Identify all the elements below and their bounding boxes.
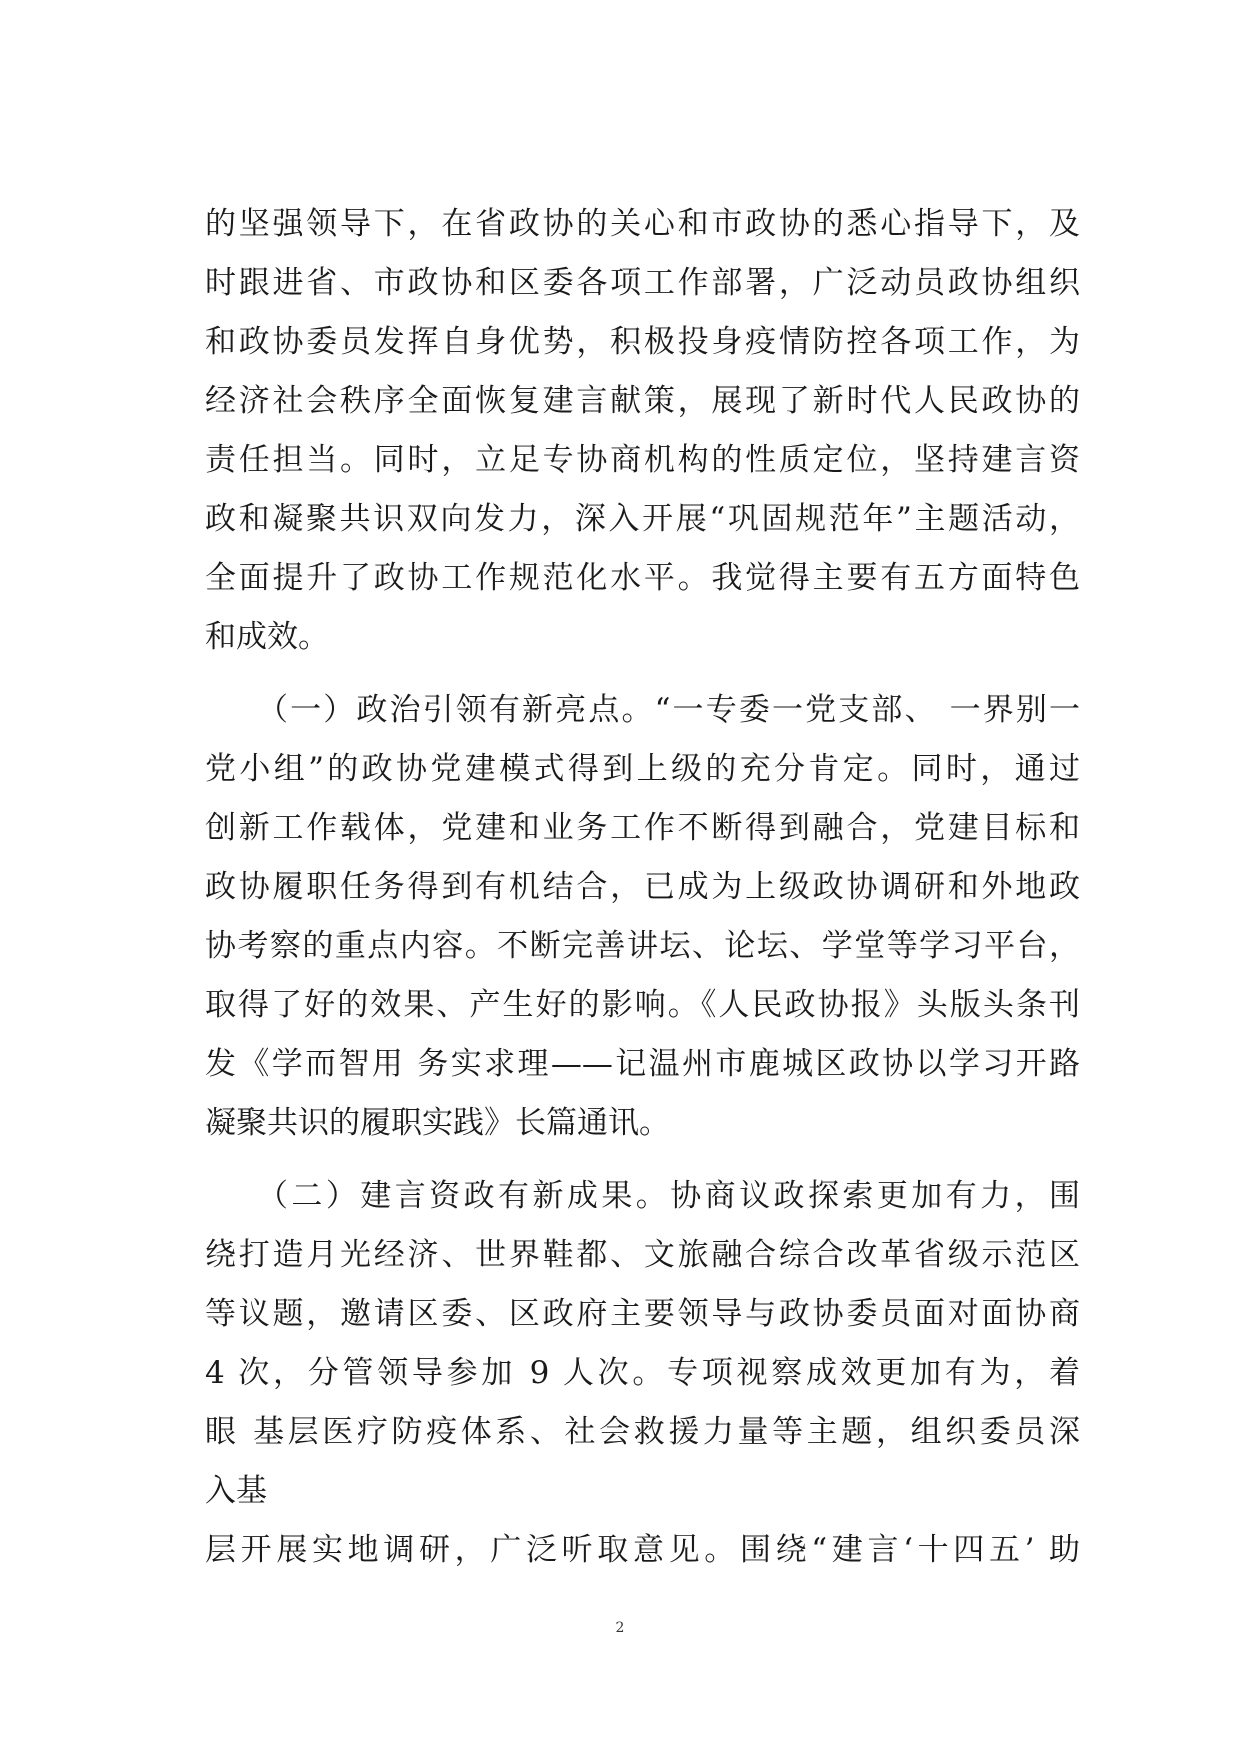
text-line: 和成效。 <box>205 619 329 655</box>
text-line: 取得了好的效果、产生好的影响。《人民政协报》头版头条刊 <box>205 987 1080 1023</box>
paragraph-political-leadership <box>205 681 1080 1153</box>
page-number: 2 <box>615 1620 625 1636</box>
document-body <box>205 195 1080 1580</box>
text-line: 的坚强领导下，在省政协的关心和市政协的悉心指导下，及 <box>205 206 1080 242</box>
text-line: 绕打造月光经济、世界鞋都、文旅融合综合改革省级示范区 <box>205 1237 1080 1273</box>
text-line: 全面提升了政协工作规范化水平。我觉得主要有五方面特色 <box>205 560 1080 596</box>
text-line: 经济社会秩序全面恢复建言献策，展现了新时代人民政协的 <box>205 383 1080 419</box>
text-line: 和政协委员发挥自身优势，积极投身疫情防控各项工作，为 <box>205 324 1080 360</box>
text-line: 政和凝聚共识双向发力，深入开展“巩固规范年”主题活动， <box>205 501 1080 537</box>
text-line: 入基 <box>205 1473 267 1509</box>
text-line: 眼 基层医疗防疫体系、社会救援力量等主题，组织委员深 <box>205 1414 1080 1450</box>
text-line: 发《学而智用 务实求理——记温州市鹿城区政协以学习开路 <box>205 1046 1080 1082</box>
text-line: 等议题，邀请区委、区政府主要领导与政协委员面对面协商 <box>205 1296 1080 1332</box>
text-line: 4 次，分管领导参加 9 人次。专项视察成效更加有为，着 <box>205 1355 1080 1391</box>
text-line: 时跟进省、市政协和区委各项工作部署，广泛动员政协组织 <box>205 265 1080 301</box>
text-line: 政协履职任务得到有机结合，已成为上级政协调研和外地政 <box>205 869 1080 905</box>
text-line: 协考察的重点内容。不断完善讲坛、论坛、学堂等学习平台， <box>205 928 1080 964</box>
text-line: 责任担当。同时，立足专协商机构的性质定位，坚持建言资 <box>205 442 1080 478</box>
text-line: 凝聚共识的履职实践》长篇通讯。 <box>205 1105 670 1141</box>
text-line: 创新工作载体，党建和业务工作不断得到融合，党建目标和 <box>205 810 1080 846</box>
paragraph-advice <box>205 1167 1080 1580</box>
text-line: 党小组”的政协党建模式得到上级的充分肯定。同时，通过 <box>205 751 1080 787</box>
paragraph-intro <box>205 195 1080 667</box>
text-line: （二）建言资政有新成果。协商议政探索更加有力，围 <box>257 1178 1080 1214</box>
text-line: （一）政治引领有新亮点。“一专委一党支部、 一界别一 <box>257 692 1080 728</box>
text-line: 层开展实地调研，广泛听取意见。围绕“建言‘十四五’ 助 <box>205 1532 1080 1568</box>
